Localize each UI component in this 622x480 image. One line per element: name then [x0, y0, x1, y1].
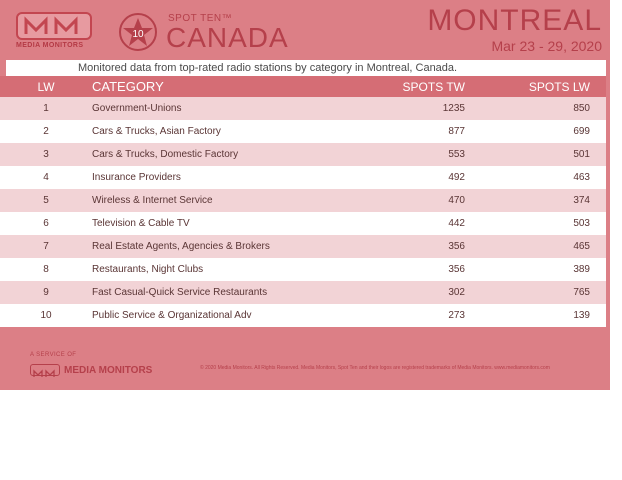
table-row: [0, 189, 606, 212]
row-spots-lw: 699: [573, 126, 590, 137]
row-lw: 2: [43, 126, 49, 137]
row-spots-lw: 850: [573, 103, 590, 114]
badge-number: 10: [132, 29, 144, 40]
row-spots-lw: 765: [573, 287, 590, 298]
row-category: Government-Unions: [92, 103, 182, 114]
table-row: [0, 304, 606, 327]
row-lw: 10: [40, 310, 52, 321]
table-row: [0, 97, 606, 120]
media-monitors-footer-icon: [30, 364, 60, 376]
description: Monitored data from top-rated radio stations by category in Montreal, Canada.: [6, 60, 606, 76]
media-monitors-logo: [16, 12, 92, 52]
brand-word: MEDIA MONITORS: [16, 42, 84, 49]
row-spots-tw: 1235: [442, 103, 465, 114]
row-spots-tw: 877: [448, 126, 465, 137]
row-lw: 4: [43, 172, 49, 183]
row-spots-lw: 503: [573, 218, 590, 229]
row-category: Restaurants, Night Clubs: [92, 264, 204, 275]
row-spots-tw: 356: [448, 241, 465, 252]
copyright-text: © 2020 Media Monitors. All Rights Reserved. Media Monitors, Spot Ten and their logos are registered trademarks of Media Monitors. www.mediamonitors.com: [200, 365, 550, 371]
table-row: [0, 166, 606, 189]
table-row: [0, 143, 606, 166]
row-spots-tw: 273: [448, 310, 465, 321]
spot-ten-label: SPOT TEN™: [168, 13, 233, 24]
row-category: Wireless & Internet Service: [92, 195, 213, 206]
ranking-table: [0, 76, 606, 327]
row-category: Cars & Trucks, Asian Factory: [92, 126, 221, 137]
row-category: Cars & Trucks, Domestic Factory: [92, 149, 239, 160]
media-monitors-logo-icon: [16, 12, 92, 40]
table-row: [0, 258, 606, 281]
row-category: Insurance Providers: [92, 172, 181, 183]
row-lw: 6: [43, 218, 49, 229]
header-spots-lw: SPOTS LW: [528, 79, 590, 94]
row-lw: 9: [43, 287, 49, 298]
row-spots-tw: 302: [448, 287, 465, 298]
table-row: [0, 281, 606, 304]
table-row: [0, 120, 606, 143]
table-row: [0, 212, 606, 235]
row-spots-lw: 374: [573, 195, 590, 206]
row-category: Television & Cable TV: [92, 218, 190, 229]
star-badge-icon: [118, 12, 158, 52]
footer-brand: MEDIA MONITORS: [64, 365, 153, 376]
row-spots-tw: 442: [448, 218, 465, 229]
table-row: [0, 235, 606, 258]
row-lw: 3: [43, 149, 49, 160]
row-spots-lw: 139: [573, 310, 590, 321]
country-title: CANADA: [166, 22, 289, 53]
row-spots-lw: 389: [573, 264, 590, 275]
header-lw: LW: [37, 79, 55, 94]
row-category: Fast Casual-Quick Service Restaurants: [92, 287, 268, 298]
row-lw: 5: [43, 195, 49, 206]
row-category: Public Service & Organizational Adv: [92, 310, 252, 321]
row-category: Real Estate Agents, Agencies & Brokers: [92, 241, 270, 252]
row-spots-tw: 492: [448, 172, 465, 183]
row-spots-lw: 463: [573, 172, 590, 183]
footer-logo: [30, 364, 160, 378]
row-spots-lw: 501: [573, 149, 590, 160]
service-label: A SERVICE OF: [30, 352, 77, 358]
row-lw: 7: [43, 241, 49, 252]
header-category: CATEGORY: [92, 79, 164, 94]
row-spots-tw: 356: [448, 264, 465, 275]
row-lw: 8: [43, 264, 49, 275]
row-lw: 1: [43, 103, 49, 114]
date-range: Mar 23 - 29, 2020: [491, 38, 602, 54]
table-header: [0, 76, 606, 97]
row-spots-tw: 470: [448, 195, 465, 206]
city-title: MONTREAL: [427, 4, 602, 37]
row-spots-tw: 553: [448, 149, 465, 160]
row-spots-lw: 465: [573, 241, 590, 252]
header-spots-tw: SPOTS TW: [402, 79, 465, 94]
